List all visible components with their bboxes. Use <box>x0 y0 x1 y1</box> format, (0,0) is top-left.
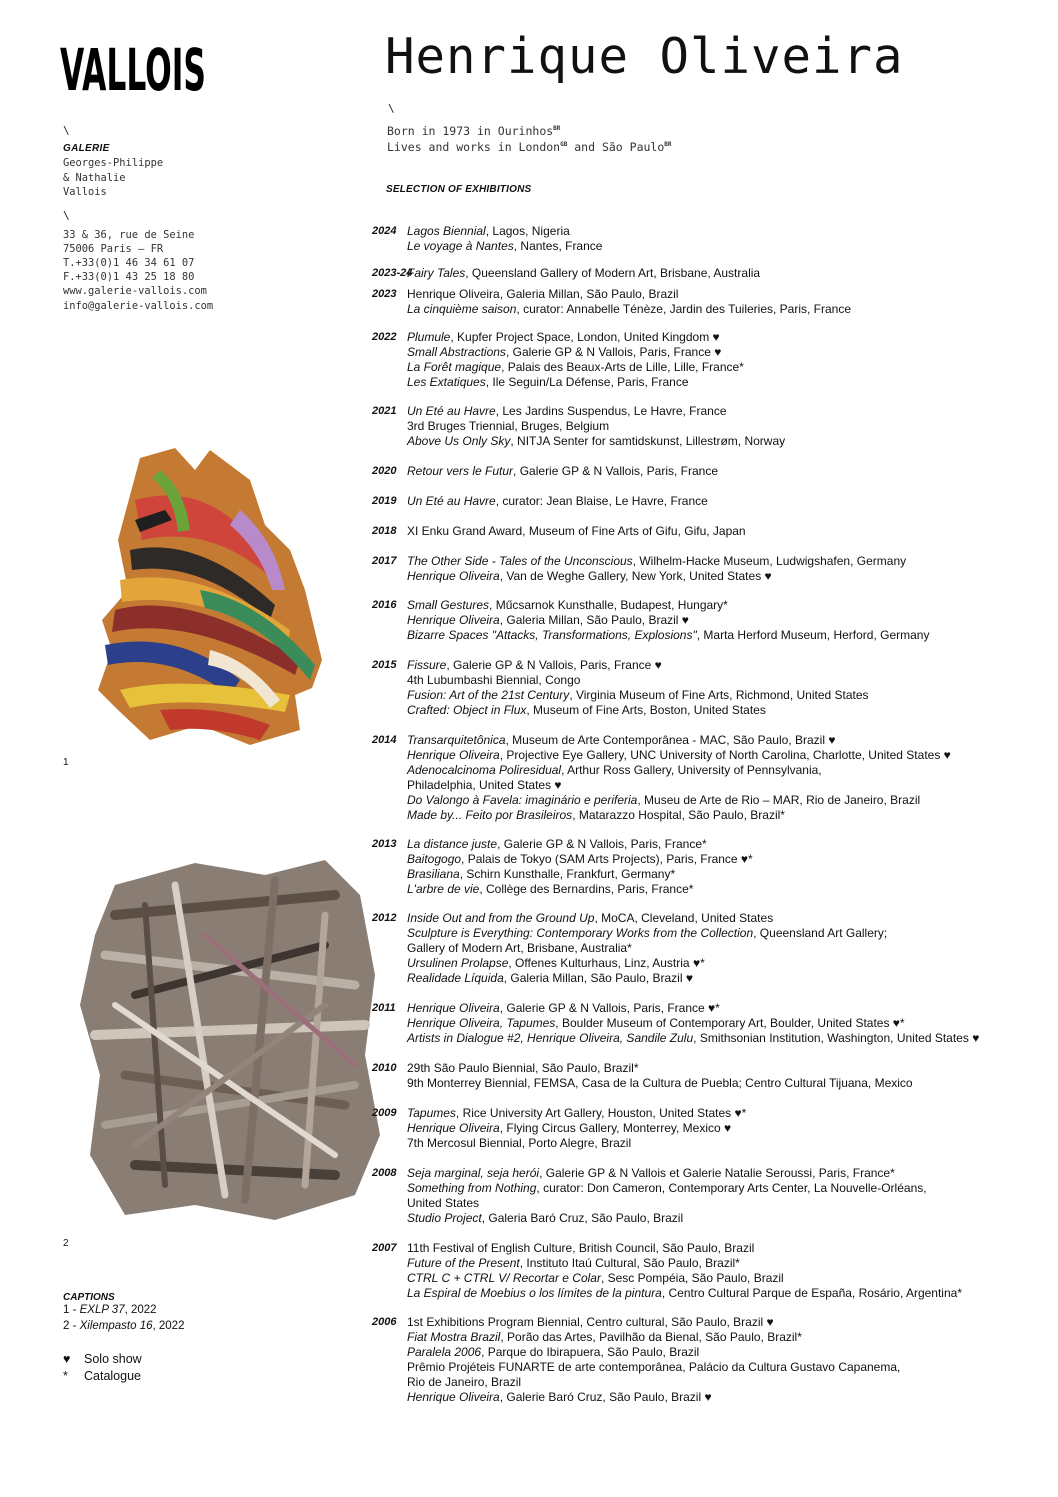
artist-name: Henrique Oliveira <box>385 28 904 85</box>
exhibition-year-group <box>372 330 1044 390</box>
exhibition-title: Small Gestures <box>407 598 490 612</box>
exhibition-details: , Museum of Fine Arts, Boston, United States <box>526 703 766 717</box>
address-line: 33 & 36, rue de Seine <box>63 229 195 241</box>
exhibition-details: , curator: Don Cameron, Contemporary Arts Center, La Nouvelle-Orléans, <box>536 1181 927 1195</box>
figure-number: 1 <box>63 757 69 768</box>
artwork-image-1 <box>90 440 330 750</box>
exhibition-details: 1st Exhibitions Program Biennial, Centro cultural, São Paulo, Brazil ♥ <box>407 1315 774 1329</box>
exhibition-details: , Boulder Museum of Contemporary Art, Boulder, United States ♥* <box>555 1016 905 1030</box>
exhibition-year: 2020 <box>372 465 397 477</box>
exhibition-entry <box>407 748 1044 763</box>
slash-mark: \ <box>63 124 70 137</box>
exhibition-entry <box>407 1315 1044 1330</box>
exhibition-title: Realidade Líquida <box>407 971 504 985</box>
gallery-logo <box>60 36 210 104</box>
exhibition-title: Henrique Oliveira <box>407 1121 500 1135</box>
exhibition-year: 2009 <box>372 1107 397 1119</box>
exhibition-entry <box>407 733 1044 748</box>
bio-born: Born in 1973 in Ourinhos$^{BR}$ <box>387 124 561 138</box>
exhibition-entry <box>407 1076 1044 1091</box>
exhibition-details: Henrique Oliveira, Galeria Millan, São Paulo, Brazil <box>407 287 679 301</box>
exhibition-details: , Queensland Art Gallery; <box>753 926 888 940</box>
exhibition-title: Henrique Oliveira <box>407 1001 500 1015</box>
exhibition-entry <box>407 852 1044 867</box>
exhibition-details: , Ile Seguin/La Défense, Paris, France <box>485 375 689 389</box>
exhibition-details: , Galerie GP & N Vallois et Galerie Natalie Seroussi, Paris, France* <box>539 1166 895 1180</box>
caption-item: 2 - Xilempasto 16, 2022 <box>63 1320 185 1332</box>
exhibition-entry <box>407 404 1044 419</box>
exhibition-entry <box>407 1136 1044 1151</box>
exhibition-entry <box>407 956 1044 971</box>
figure-number: 2 <box>63 1238 69 1249</box>
exhibition-title: Henrique Oliveira, Tapumes <box>407 1016 556 1030</box>
legend-item: ♥ Solo show <box>63 1352 142 1366</box>
exhibition-details: , Schirn Kunsthalle, Frankfurt, Germany* <box>459 867 676 881</box>
exhibition-details: Gallery of Modern Art, Brisbane, Australia* <box>407 941 632 955</box>
exhibition-title: Studio Project <box>407 1211 482 1225</box>
exhibition-entry <box>407 1001 1044 1016</box>
exhibition-details: , Palais des Beaux-Arts de Lille, Lille, France* <box>501 360 744 374</box>
exhibition-title: Les Extatiques <box>407 375 486 389</box>
exhibition-title: Fairy Tales <box>407 266 466 280</box>
exhibition-entry <box>407 239 1044 254</box>
exhibition-details: , Galerie GP & N Vallois, Paris, France* <box>497 837 707 851</box>
captions-title: CAPTIONS <box>63 1292 115 1303</box>
exhibition-title: Brasiliana <box>407 867 460 881</box>
exhibition-year: 2015 <box>372 659 397 671</box>
exhibition-entry <box>407 763 1044 778</box>
exhibition-title: Artists in Dialogue #2, Henrique Oliveira, Sandile Zulu <box>407 1031 694 1045</box>
caption-item: 1 - EXLP 37, 2022 <box>63 1304 157 1316</box>
exhibition-entry <box>407 598 1044 613</box>
slash-mark: \ <box>63 209 70 222</box>
exhibition-details: 29th São Paulo Biennial, São Paulo, Brazil* <box>407 1061 639 1075</box>
exhibition-entry <box>407 941 1044 956</box>
exhibition-year: 2017 <box>372 555 397 567</box>
exhibition-entry <box>407 266 1044 281</box>
exhibition-year: 2006 <box>372 1316 397 1328</box>
exhibition-entry <box>407 1121 1044 1136</box>
exhibition-entry <box>407 1016 1044 1031</box>
exhibition-entry <box>407 419 1044 434</box>
exhibition-year-group <box>372 1241 1044 1301</box>
exhibition-year-group <box>372 224 1044 254</box>
exhibition-year: 2021 <box>372 405 397 417</box>
exhibition-entry <box>407 524 1044 539</box>
exhibition-details: Rio de Janeiro, Brazil <box>407 1375 522 1389</box>
exhibition-title: Made by... Feito por Brasileiros <box>407 808 573 822</box>
exhibition-details: , Palais de Tokyo (SAM Arts Projects), Paris, France ♥* <box>461 852 753 866</box>
exhibition-entry <box>407 1271 1044 1286</box>
exhibition-details: Philadelphia, United States ♥ <box>407 778 562 792</box>
exhibition-year-group <box>372 1106 1044 1151</box>
exhibition-year: 2010 <box>372 1062 397 1074</box>
exhibition-details: , Galerie Baró Cruz, São Paulo, Brazil ♥ <box>499 1390 712 1404</box>
exhibition-year-group <box>372 911 1044 986</box>
exhibition-details: , Galerie GP & N Vallois, Paris, France ♥ <box>446 658 662 672</box>
exhibition-details: , Parque do Ibirapuera, São Paulo, Brazil <box>481 1345 700 1359</box>
exhibition-entry <box>407 971 1044 986</box>
exhibition-entry <box>407 434 1044 449</box>
exhibitions-title: SELECTION OF EXHIBITIONS <box>386 184 532 195</box>
exhibition-title: Henrique Oliveira <box>407 613 500 627</box>
exhibition-year: 2012 <box>372 912 397 924</box>
exhibition-year-group <box>372 524 1044 539</box>
exhibition-details: , Flying Circus Gallery, Monterrey, Mexico ♥ <box>499 1121 732 1135</box>
exhibition-title: La distance juste <box>407 837 498 851</box>
exhibition-year: 2024 <box>372 225 397 237</box>
exhibition-details: , curator: Jean Blaise, Le Havre, France <box>495 494 708 508</box>
exhibition-title: L'arbre de vie <box>407 882 480 896</box>
exhibition-title: Le voyage à Nantes <box>407 239 514 253</box>
exhibition-details: , Galerie GP & N Vallois, Paris, France ♥* <box>499 1001 720 1015</box>
exhibition-entry <box>407 1390 1044 1405</box>
exhibition-details: , Queensland Gallery of Modern Art, Brisbane, Australia <box>465 266 761 280</box>
exhibition-details: , Galeria Millan, São Paulo, Brazil ♥ <box>503 971 693 985</box>
exhibition-details: , Nantes, France <box>513 239 603 253</box>
exhibition-title: Something from Nothing <box>407 1181 537 1195</box>
exhibition-year-group <box>372 658 1044 718</box>
exhibition-entry <box>407 1241 1044 1256</box>
artwork-image-2 <box>75 855 385 1225</box>
exhibition-details: , Marta Herford Museum, Herford, Germany <box>696 628 930 642</box>
exhibition-year: 2019 <box>372 495 397 507</box>
exhibition-entry <box>407 673 1044 688</box>
exhibition-details: , Galerie GP & N Vallois, Paris, France ♥ <box>505 345 722 359</box>
exhibition-title: La Forêt magique <box>407 360 502 374</box>
gallery-owner-line: & Nathalie <box>63 172 126 184</box>
exhibition-details: , Projective Eye Gallery, UNC University of North Carolina, Charlotte, United States ♥ <box>499 748 951 762</box>
exhibition-title: Tapumes <box>407 1106 456 1120</box>
exhibition-title: Crafted: Object in Flux <box>407 703 527 717</box>
exhibition-title: Ursulinen Prolapse <box>407 956 509 970</box>
exhibition-details: United States <box>407 1196 480 1210</box>
exhibition-entry <box>407 1330 1044 1345</box>
exhibition-title: Un Eté au Havre <box>407 404 496 418</box>
exhibition-details: , Arthur Ross Gallery, University of Pennsylvania, <box>561 763 822 777</box>
exhibition-entry <box>407 345 1044 360</box>
exhibition-entry <box>407 837 1044 852</box>
exhibition-year-group <box>372 598 1044 643</box>
exhibition-entry <box>407 1061 1044 1076</box>
exhibition-entry <box>407 867 1044 882</box>
exhibition-entry <box>407 554 1044 569</box>
exhibition-entry <box>407 1211 1044 1226</box>
exhibition-title: Un Eté au Havre <box>407 494 496 508</box>
exhibition-details: , Galeria Millan, São Paulo, Brazil ♥ <box>499 613 689 627</box>
exhibition-entry <box>407 464 1044 479</box>
exhibition-year-group <box>372 1001 1044 1046</box>
exhibition-title: Sculpture is Everything: Contemporary Works from the Collection <box>407 926 754 940</box>
exhibition-details: , Rice University Art Gallery, Houston, United States ♥* <box>455 1106 747 1120</box>
exhibition-details: , Collège des Bernardins, Paris, France* <box>479 882 694 896</box>
exhibition-details: , Virginia Museum of Fine Arts, Richmond, United States <box>569 688 869 702</box>
exhibition-year-group <box>372 1061 1044 1091</box>
exhibition-entry <box>407 1031 1044 1046</box>
exhibition-title: Fusion: Art of the 21st Century <box>407 688 570 702</box>
bio-lives: Lives and works in London$^{GB}$ and São Paulo$^{BR}$ <box>387 140 672 154</box>
gallery-label: GALERIE <box>63 143 110 154</box>
exhibition-entry <box>407 926 1044 941</box>
gallery-owner-line: Georges-Philippe <box>63 157 164 169</box>
exhibition-details: , Offenes Kulturhaus, Linz, Austria ♥* <box>508 956 705 970</box>
exhibition-details: 11th Festival of English Culture, British Council, São Paulo, Brazil <box>407 1241 755 1255</box>
exhibition-year: 2007 <box>372 1242 397 1254</box>
exhibition-entry <box>407 1106 1044 1121</box>
exhibition-year: 2013 <box>372 838 397 850</box>
exhibition-details: 9th Monterrey Biennial, FEMSA, Casa de la Cultura de Puebla; Centro Cultural Tijuana, Mexico <box>407 1076 913 1090</box>
exhibition-title: Henrique Oliveira <box>407 1390 500 1404</box>
exhibition-title: Plumule <box>407 330 451 344</box>
heart-icon: ♥ <box>63 1352 71 1366</box>
exhibition-year-group <box>372 266 1044 281</box>
exhibition-year: 2018 <box>372 525 397 537</box>
exhibition-details: , Sesc Pompéia, São Paulo, Brazil <box>600 1271 784 1285</box>
exhibition-details: Prêmio Projéteis FUNARTE de arte contemporânea, Palácio da Cultura Gustavo Capanema, <box>407 1360 901 1374</box>
exhibition-year-group <box>372 554 1044 584</box>
exhibition-year-group <box>372 464 1044 479</box>
exhibition-title: Henrique Oliveira <box>407 569 500 583</box>
exhibition-details: , Smithsonian Institution, Washington, United States ♥ <box>693 1031 980 1045</box>
exhibition-entry <box>407 778 1044 793</box>
exhibition-year-group <box>372 404 1044 449</box>
exhibition-entry <box>407 330 1044 345</box>
exhibition-entry <box>407 302 1044 317</box>
gallery-owner-line: Vallois <box>63 186 107 198</box>
exhibition-year: 2016 <box>372 599 397 611</box>
exhibition-title: Seja marginal, seja herói <box>407 1166 540 1180</box>
exhibition-year: 2011 <box>372 1002 396 1014</box>
exhibition-entry <box>407 911 1044 926</box>
exhibition-title: Above Us Only Sky <box>407 434 511 448</box>
exhibition-details: , Galerie GP & N Vallois, Paris, France <box>513 464 719 478</box>
exhibition-details: , Kupfer Project Space, London, United Kingdom ♥ <box>450 330 720 344</box>
exhibition-year: 2023-24 <box>372 267 413 279</box>
exhibition-entry <box>407 703 1044 718</box>
exhibition-year-group <box>372 733 1044 823</box>
exhibition-details: , Matarazzo Hospital, São Paulo, Brazil* <box>572 808 785 822</box>
exhibition-details: , Museu de Arte de Rio – MAR, Rio de Janeiro, Brazil <box>637 793 921 807</box>
exhibition-entry <box>407 1360 1044 1375</box>
exhibition-year-group <box>372 1315 1044 1405</box>
website-link[interactable]: www.galerie-vallois.com <box>63 285 207 297</box>
exhibition-year-group <box>372 1166 1044 1226</box>
exhibition-title: Future of the Present <box>407 1256 520 1270</box>
exhibition-title: Do Valongo à Favela: imaginário e periferia <box>407 793 638 807</box>
exhibition-details: XI Enku Grand Award, Museum of Fine Arts of Gifu, Gifu, Japan <box>407 524 746 538</box>
exhibition-entry <box>407 793 1044 808</box>
exhibition-details: , MoCA, Cleveland, United States <box>594 911 774 925</box>
exhibition-details: 7th Mercosul Biennial, Porto Alegre, Brazil <box>407 1136 632 1150</box>
exhibition-details: , Műcsarnok Kunsthalle, Budapest, Hungary* <box>489 598 728 612</box>
phone-line: T.+33(0)1 46 34 61 07 <box>63 257 195 269</box>
exhibition-entry <box>407 360 1044 375</box>
exhibition-title: Inside Out and from the Ground Up <box>407 911 595 925</box>
address-line: 75006 Paris — FR <box>63 243 164 255</box>
exhibition-entry <box>407 658 1044 673</box>
exhibition-title: Bizarre Spaces "Attacks, Transformations, Explosions" <box>407 628 697 642</box>
email-link[interactable]: info@galerie-vallois.com <box>63 300 214 312</box>
exhibition-title: Baitogogo <box>407 852 462 866</box>
exhibition-details: , Instituto Itaú Cultural, São Paulo, Brazil* <box>519 1256 740 1270</box>
exhibition-entry <box>407 1345 1044 1360</box>
exhibition-details: , Galeria Baró Cruz, São Paulo, Brazil <box>481 1211 684 1225</box>
exhibition-entry <box>407 1256 1044 1271</box>
exhibition-entry <box>407 569 1044 584</box>
exhibition-entry <box>407 494 1044 509</box>
asterisk-icon: * <box>63 1369 68 1383</box>
exhibition-entry <box>407 287 1044 302</box>
exhibition-title: The Other Side - Tales of the Unconscious <box>407 554 633 568</box>
exhibition-title: Henrique Oliveira <box>407 748 500 762</box>
exhibition-details: , Museum de Arte Contemporânea - MAC, São Paulo, Brazil ♥ <box>505 733 836 747</box>
exhibition-details: , Porão das Artes, Pavilhão da Bienal, São Paulo, Brazil* <box>500 1330 802 1344</box>
exhibition-entry <box>407 375 1044 390</box>
exhibition-entry <box>407 1166 1044 1181</box>
exhibition-entry <box>407 882 1044 897</box>
exhibition-entry <box>407 808 1044 823</box>
exhibition-year-group <box>372 494 1044 509</box>
exhibition-title: Fiat Mostra Brazil <box>407 1330 501 1344</box>
exhibition-title: Fissure <box>407 658 447 672</box>
exhibition-title: Paralela 2006 <box>407 1345 482 1359</box>
exhibition-details: 4th Lubumbashi Biennial, Congo <box>407 673 581 687</box>
exhibition-details: , Van de Weghe Gallery, New York, United States ♥ <box>499 569 772 583</box>
exhibition-year: 2014 <box>372 734 397 746</box>
exhibition-details: , curator: Annabelle Ténèze, Jardin des Tuileries, Paris, France <box>516 302 852 316</box>
exhibition-year-group <box>372 837 1044 897</box>
exhibition-entry <box>407 1196 1044 1211</box>
exhibition-year: 2022 <box>372 331 397 343</box>
exhibition-year: 2008 <box>372 1167 397 1179</box>
exhibition-details: , Wilhelm-Hacke Museum, Ludwigshafen, Germany <box>632 554 907 568</box>
exhibition-details: , Lagos, Nigeria <box>485 224 570 238</box>
exhibition-title: La cinquième saison <box>407 302 517 316</box>
exhibition-title: Adenocalcinoma Poliresidual <box>407 763 562 777</box>
exhibition-title: Retour vers le Futur <box>407 464 514 478</box>
exhibition-entry <box>407 1286 1044 1301</box>
exhibition-title: Transarquitetônica <box>407 733 506 747</box>
exhibition-year-group <box>372 287 1044 317</box>
exhibition-entry <box>407 688 1044 703</box>
exhibition-entry <box>407 224 1044 239</box>
exhibition-entry <box>407 628 1044 643</box>
exhibition-entry <box>407 613 1044 628</box>
legend-item: * Catalogue <box>63 1369 141 1383</box>
exhibition-details: 3rd Bruges Triennial, Bruges, Belgium <box>407 419 610 433</box>
exhibition-details: , Centro Cultural Parque de España, Rosário, Argentina* <box>661 1286 962 1300</box>
exhibition-title: Small Abstractions <box>407 345 506 359</box>
exhibition-details: , Les Jardins Suspendus, Le Havre, France <box>495 404 727 418</box>
fax-line: F.+33(0)1 43 25 18 80 <box>63 271 195 283</box>
exhibition-title: La Espiral de Moebius o los límites de la pintura <box>407 1286 662 1300</box>
exhibition-year: 2023 <box>372 288 397 300</box>
exhibition-entry <box>407 1375 1044 1390</box>
exhibition-details: , NITJA Senter for samtidskunst, Lillestrøm, Norway <box>510 434 786 448</box>
exhibition-title: Lagos Biennial <box>407 224 486 238</box>
exhibition-entry <box>407 1181 1044 1196</box>
logo-text: VALLOIS <box>60 36 206 104</box>
slash-mark: \ <box>388 102 395 115</box>
exhibition-title: CTRL C + CTRL V/ Recortar e Colar <box>407 1271 601 1285</box>
